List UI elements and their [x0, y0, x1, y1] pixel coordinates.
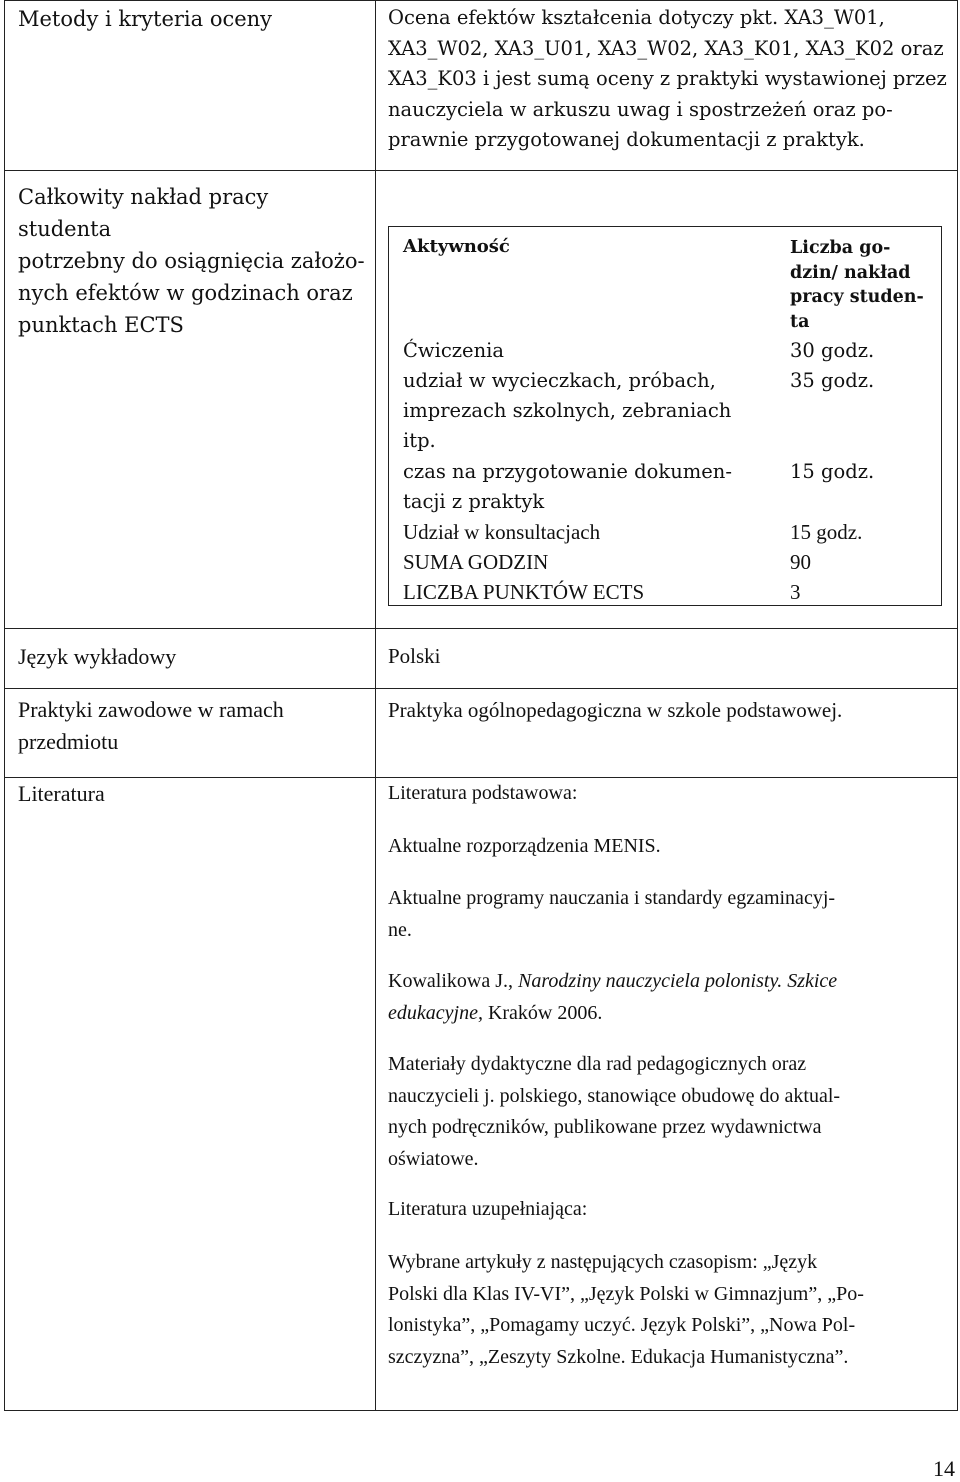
workload-table	[388, 226, 942, 606]
header-hours	[790, 236, 930, 334]
internships-label-line: Praktyki zawodowe w ramach	[18, 697, 284, 722]
literature-line: Aktualne programy nauczania i standardy egzaminacyj-	[388, 887, 836, 909]
methods-line: nauczyciela w arkuszu uwag i spostrzeżeń oraz po-	[388, 97, 893, 121]
activity-line: itp.	[403, 429, 436, 452]
activity-cell	[403, 366, 763, 456]
literature-line: ne.	[388, 918, 412, 941]
activity-cell: SUMA GODZIN	[403, 550, 549, 574]
workload-label-line: nych efektów w godzinach oraz	[18, 281, 353, 305]
literature-line: Wybrane artykuły z następujących czasopism: „Język	[388, 1251, 818, 1273]
activity-cell: LICZBA PUNKTÓW ECTS	[403, 580, 645, 604]
header-hours-line: ta	[790, 311, 810, 332]
hours-cell: 15 godz.	[790, 460, 875, 483]
page-number: 14	[933, 1456, 955, 1481]
workload-label-line: Całkowity nakład pracy studenta	[18, 185, 269, 241]
workload-label-line: punktach ECTS	[18, 313, 184, 337]
literature-line: oświatowe.	[388, 1147, 479, 1170]
header-hours-line: pracy studen-	[790, 287, 924, 307]
activity-line: tacji z praktyk	[403, 490, 545, 513]
literature-title: Narodziny nauczyciela polonisty. Szkice	[517, 970, 838, 992]
activity-cell	[403, 457, 763, 517]
internships-label	[18, 694, 368, 758]
literature-line: lonistyka”, „Pomagamy uczyć. Język Polski”, „Nowa Pol-	[388, 1314, 856, 1336]
methods-line: XA3_W02, XA3_U01, XA3_W02, XA3_K01, XA3_K02 oraz	[388, 36, 944, 60]
hours-cell: 90	[790, 550, 811, 574]
literature-item	[388, 1247, 948, 1373]
literature-item	[388, 1049, 948, 1175]
internships-label-line: przedmiotu	[18, 729, 119, 754]
literature-item: Aktualne rozporządzenia MENIS.	[388, 835, 661, 857]
literature-line: szczyzna”, „Zeszyty Szkolne. Edukacja Humanistyczna”.	[388, 1345, 849, 1368]
workload-label	[18, 181, 368, 341]
workload-label-line: potrzebny do osiągnięcia założo-	[18, 249, 365, 273]
methods-line: prawnie przygotowanej dokumentacji z praktyk.	[388, 128, 865, 151]
language-value: Polski	[388, 644, 441, 668]
literature-item	[388, 966, 948, 1029]
methods-label: Metody i kryteria oceny	[18, 7, 273, 31]
language-label: Język wykładowy	[18, 644, 177, 669]
literature-item	[388, 883, 948, 946]
internships-value: Praktyka ogólnopedagogiczna w szkole podstawowej.	[388, 698, 843, 722]
activity-line: udział w wycieczkach, próbach,	[403, 369, 716, 392]
header-hours-line: dzin/ nakład	[790, 262, 911, 283]
header-hours-line: Liczba go-	[790, 238, 891, 258]
literature-title: edukacyjne,	[388, 1001, 483, 1024]
literature-basic-heading: Literatura podstawowa:	[388, 782, 578, 804]
activity-line: imprezach szkolnych, zebraniach	[403, 399, 732, 422]
literature-author: Kowalikowa J.,	[388, 970, 518, 992]
hours-cell: 35 godz.	[790, 369, 875, 392]
literature-line: nauczycieli j. polskiego, stanowiące obudowę do aktual-	[388, 1084, 841, 1107]
header-activity: Aktywność	[403, 236, 510, 257]
literature-place-year: Kraków 2006.	[482, 1001, 603, 1024]
literature-line: Polski dla Klas IV-VI”, „Język Polski w Gimnazjum”, „Po-	[388, 1282, 864, 1305]
methods-text	[388, 3, 948, 156]
hours-cell: 15 godz.	[790, 520, 863, 544]
hours-cell: 3	[790, 580, 801, 604]
activity-cell: Ćwiczenia	[403, 339, 505, 362]
literature-line: Materiały dydaktyczne dla rad pedagogicznych oraz	[388, 1053, 807, 1075]
methods-line: XA3_K03 i jest sumą oceny z praktyki wystawionej przez	[388, 67, 947, 90]
literature-supplementary-heading: Literatura uzupełniająca:	[388, 1198, 588, 1220]
activity-line: czas na przygotowanie dokumen-	[403, 460, 732, 483]
methods-line: Ocena efektów kształcenia dotyczy pkt. XA3_W01,	[388, 6, 885, 29]
literature-label: Literatura	[18, 781, 105, 806]
activity-cell: Udział w konsultacjach	[403, 520, 601, 544]
hours-cell: 30 godz.	[790, 339, 875, 362]
literature-line: nych podręczników, publikowane przez wydawnictwa	[388, 1116, 822, 1138]
